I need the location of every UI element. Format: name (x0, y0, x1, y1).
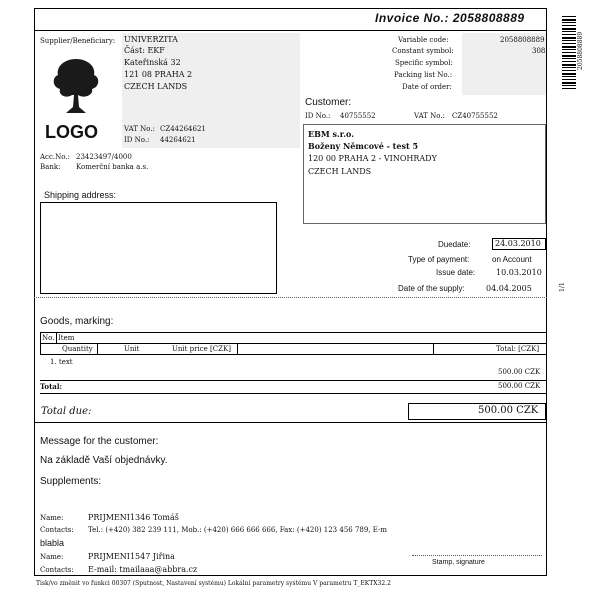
goods-sum-rule (40, 380, 547, 381)
total-due-label: Total due: (41, 406, 92, 417)
goods-row-text: 1. text (50, 358, 73, 366)
goods-col-item: Item (58, 334, 75, 342)
goods-title: Goods, marking: (40, 316, 114, 327)
supplier-line-4: 121 08 PRAHA 2 (124, 70, 193, 79)
goods-row-total: 500.00 CZK (498, 368, 541, 376)
goods-sum-value: 500.00 CZK (498, 382, 541, 390)
supplier-label: Supplier/Beneficiary: (40, 37, 116, 45)
supplier-line-3: Kateřinská 32 (124, 58, 181, 67)
supplier-line-1: UNIVERZITA (124, 35, 178, 44)
supplier-line-2: Část: EKF (124, 46, 165, 55)
bank-value: Komerční banka a.s. (76, 163, 149, 171)
dates-divider (34, 297, 547, 298)
supplier-id-label: ID No.: (124, 136, 150, 144)
shipping-box (40, 202, 277, 294)
goods-qty-divider (97, 343, 98, 355)
issue-date-value: 10.03.2010 (496, 268, 542, 277)
customer-vat-label: VAT No.: (414, 112, 445, 120)
note-text: blabla (40, 538, 65, 548)
acc-value: 23423497/4000 (76, 153, 132, 161)
stamp-line (412, 555, 542, 556)
contact-2-name-value: PRIJMENI1547 Jiřina (88, 552, 175, 561)
barcode-text: 2058808889 (577, 31, 584, 70)
barcode (562, 16, 576, 90)
variable-symbol-label: Variable code: (398, 36, 449, 44)
message-title: Message for the customer: (40, 436, 159, 447)
date-of-order-label: Date of order: (402, 83, 452, 91)
goods-col-total: Total: [CZK] (496, 345, 540, 353)
logo-text: LOGO (45, 122, 98, 142)
goods-sum-rule-bottom (40, 393, 547, 394)
customer-vat-value: CZ40755552 (452, 112, 498, 120)
constant-symbol-label: Constant symbol: (392, 47, 454, 55)
contact-1-contact-label: Contacts: (40, 526, 74, 534)
supply-date-label: Date of the supply: (398, 284, 465, 293)
acc-label: Acc.No.: (40, 153, 70, 161)
shipping-label: Shipping address: (44, 190, 117, 200)
constant-symbol-value: 308 (532, 47, 546, 55)
goods-sum-label: Total: (40, 382, 63, 391)
contact-1-name-label: Name: (40, 514, 64, 522)
due-date-label: Duedate: (438, 240, 471, 249)
goods-total-divider (433, 343, 434, 355)
issue-date-label: Issue date: (436, 268, 476, 277)
customer-line-4: CZECH LANDS (308, 167, 372, 176)
contact-2-name-label: Name: (40, 553, 64, 561)
supplier-vat-value: CZ44264621 (160, 125, 206, 133)
supplements-label: Supplements: (40, 476, 102, 487)
customer-id-label: ID No.: (305, 112, 331, 120)
variable-symbol-value: 2058808889 (500, 36, 545, 44)
supplier-line-5: CZECH LANDS (124, 82, 188, 91)
payment-type-label: Type of payment: (408, 255, 470, 264)
page-number: 1/1 (559, 282, 566, 292)
message-text: Na základě Vaší objednávky. (40, 455, 168, 466)
bank-label: Bank: (40, 163, 61, 171)
supplier-vat-label: VAT No.: (124, 125, 155, 133)
footer-text: Tisk/vo změnit vo funkci 00307 (Sputnost, Nastavení systému) Lokální parametry systému V parametru T_EKTX32.2 (36, 580, 391, 587)
tree-logo-icon (50, 55, 102, 115)
goods-col-no: No. (42, 334, 55, 342)
stamp-label: Stamp, signature (432, 559, 485, 566)
supplier-id-value: 44264621 (160, 136, 196, 144)
specific-symbol-label: Specific symbol: (395, 59, 453, 67)
contact-1-name-value: PRIJMENI1346 Tomáš (88, 513, 179, 522)
customer-title: Customer: (305, 97, 352, 108)
payment-type-value: on Account (492, 255, 532, 264)
customer-line-1: EBM s.r.o. (308, 129, 355, 139)
goods-col-quantity: Quantity (62, 345, 93, 353)
goods-unitprice-divider (237, 343, 238, 355)
packing-list-label: Packing list No.: (394, 71, 453, 79)
total-due-rule (34, 422, 547, 423)
goods-col-unit: Unit (124, 345, 140, 353)
contact-2-contact-label: Contacts: (40, 566, 74, 574)
goods-header-split (40, 343, 547, 344)
customer-id-value: 40755552 (340, 112, 376, 120)
goods-no-divider (56, 332, 57, 343)
customer-line-3: 120 00 PRAHA 2 - VINOHRADY (308, 154, 437, 163)
due-date-value: 24.03.2010 (495, 239, 541, 248)
goods-col-unit-price: Unit price [CZK] (172, 345, 231, 353)
contact-1-contact-value: Tel.: (+420) 382 239 111, Mob.: (+420) 666 666 666, Fax: (+420) 123 456 789, E-m (88, 526, 388, 534)
customer-line-2: Boženy Němcové - test 5 (308, 141, 419, 151)
invoice-title: Invoice No.: 2058808889 (375, 11, 525, 25)
title-divider (34, 30, 547, 31)
contact-2-contact-value: E-mail: tmailaaa@abbra.cz (88, 565, 198, 574)
total-due-value: 500.00 CZK (478, 405, 539, 416)
supply-date-value: 04.04.2005 (486, 284, 532, 293)
